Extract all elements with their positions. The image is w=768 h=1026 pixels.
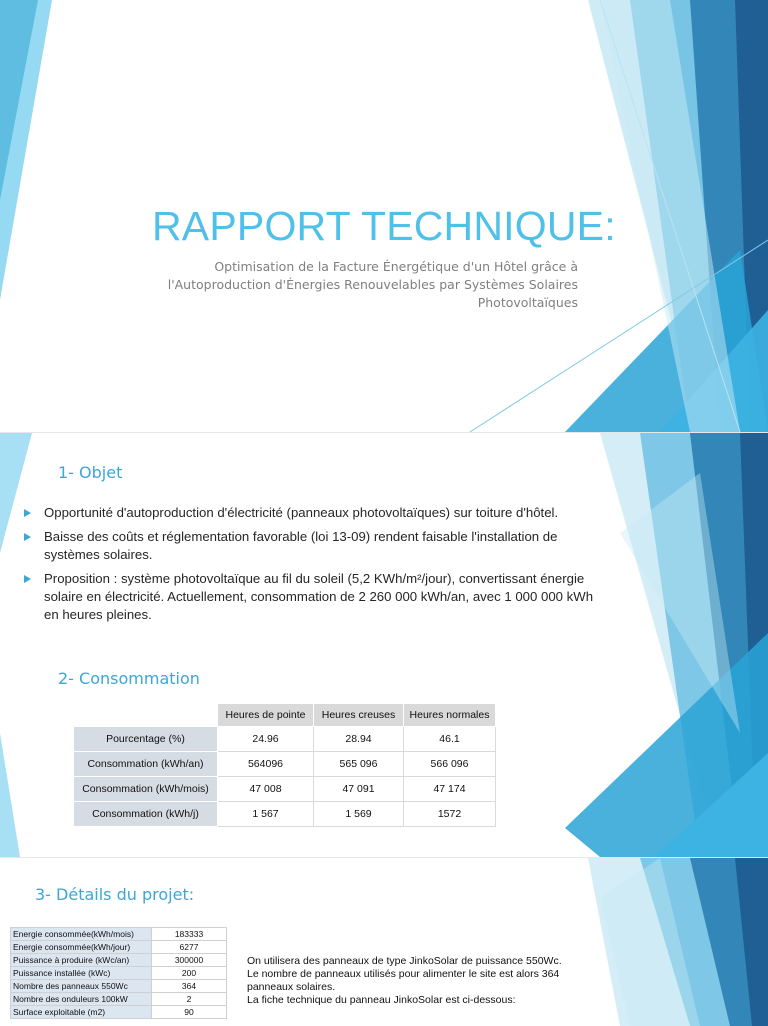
section-heading-objet: 1- Objet (58, 463, 123, 482)
row-value: 200 (152, 967, 227, 980)
row-value: 364 (152, 980, 227, 993)
table-cell: 565 096 (314, 752, 404, 777)
details-projet-slide (0, 857, 768, 1026)
row-value: 90 (152, 1006, 227, 1019)
row-value: 183333 (152, 928, 227, 941)
table-cell: 564096 (218, 752, 314, 777)
table-row (74, 727, 496, 752)
table-row (11, 1006, 227, 1019)
table-row (74, 777, 496, 802)
table-row (11, 993, 227, 1006)
table-cell: 28.94 (314, 727, 404, 752)
table-row (11, 928, 227, 941)
table-cell: 47 008 (218, 777, 314, 802)
table-row (74, 802, 496, 827)
table-cell: 47 091 (314, 777, 404, 802)
triangle-bullet-icon (24, 509, 31, 517)
table-cell: 47 174 (404, 777, 496, 802)
section-heading-consommation: 2- Consommation (58, 669, 200, 688)
row-value: 6277 (152, 941, 227, 954)
page-title: RAPPORT TECHNIQUE: (152, 203, 616, 249)
row-label: Energie consommée(kWh/mois) (11, 928, 152, 941)
objet-bullet-list (24, 504, 609, 630)
page-subtitle: Optimisation de la Facture Énergétique d'un Hôtel grâce à l'Autoproduction d'Énergies Renouvelables par Systèmes Solaires Photovoltaïques (167, 259, 578, 310)
table-row (11, 967, 227, 980)
row-label: Nombre des onduleurs 100kW (11, 993, 152, 1006)
row-header: Consommation (kWh/mois) (74, 777, 218, 802)
row-header: Consommation (kWh/j) (74, 802, 218, 827)
table-cell: 1572 (404, 802, 496, 827)
details-projet-table (10, 927, 227, 1019)
table-cell: 566 096 (404, 752, 496, 777)
row-header: Consommation (kWh/an) (74, 752, 218, 777)
triangle-bullet-icon (24, 575, 31, 583)
row-label: Surface exploitable (m2) (11, 1006, 152, 1019)
column-header: Heures de pointe (218, 704, 314, 727)
description-line: La fiche technique du panneau JinkoSolar est ci-dessous: (247, 994, 516, 1006)
description-line: On utilisera des panneaux de type JinkoSolar de puissance 550Wc. (247, 955, 562, 967)
description-line: Le nombre de panneaux utilisés pour alimenter le site est alors 364 panneaux solaires. (247, 968, 560, 993)
table-row (11, 980, 227, 993)
table-corner-cell (74, 704, 218, 727)
table-cell: 1 567 (218, 802, 314, 827)
row-value: 2 (152, 993, 227, 1006)
table-row (11, 941, 227, 954)
table-row (74, 752, 496, 777)
table-cell: 24.96 (218, 727, 314, 752)
row-value: 300000 (152, 954, 227, 967)
row-label: Puissance installée (kWc) (11, 967, 152, 980)
table-cell: 1 569 (314, 802, 404, 827)
section-heading-details: 3- Détails du projet: (35, 885, 195, 904)
row-label: Nombre des panneaux 550Wc (11, 980, 152, 993)
table-header-row (74, 704, 496, 727)
row-header: Pourcentage (%) (74, 727, 218, 752)
bullet-item: Opportunité d'autoproduction d'électricité (panneaux photovoltaïques) sur toiture d'hôtel. (24, 504, 609, 522)
column-header: Heures creuses (314, 704, 404, 727)
row-label: Energie consommée(kWh/jour) (11, 941, 152, 954)
bullet-item: Baisse des coûts et réglementation favorable (loi 13-09) rendent faisable l'installation de systèmes solaires. (24, 528, 609, 564)
table-row (11, 954, 227, 967)
row-label: Puissance à produire (kWc/an) (11, 954, 152, 967)
column-header: Heures normales (404, 704, 496, 727)
panel-description (247, 955, 607, 1007)
consommation-table (73, 703, 496, 827)
table-cell: 46.1 (404, 727, 496, 752)
triangle-bullet-icon (24, 533, 31, 541)
bullet-item: Proposition : système photovoltaïque au fil du soleil (5,2 KWh/m²/jour), convertissant énergie solaire en électricité. Actuellement, consommation de 2 260 000 kWh/an, avec 1 000 000 kWh en heures pleines. (24, 570, 609, 624)
objet-consommation-slide (0, 432, 768, 857)
title-slide (0, 0, 768, 432)
